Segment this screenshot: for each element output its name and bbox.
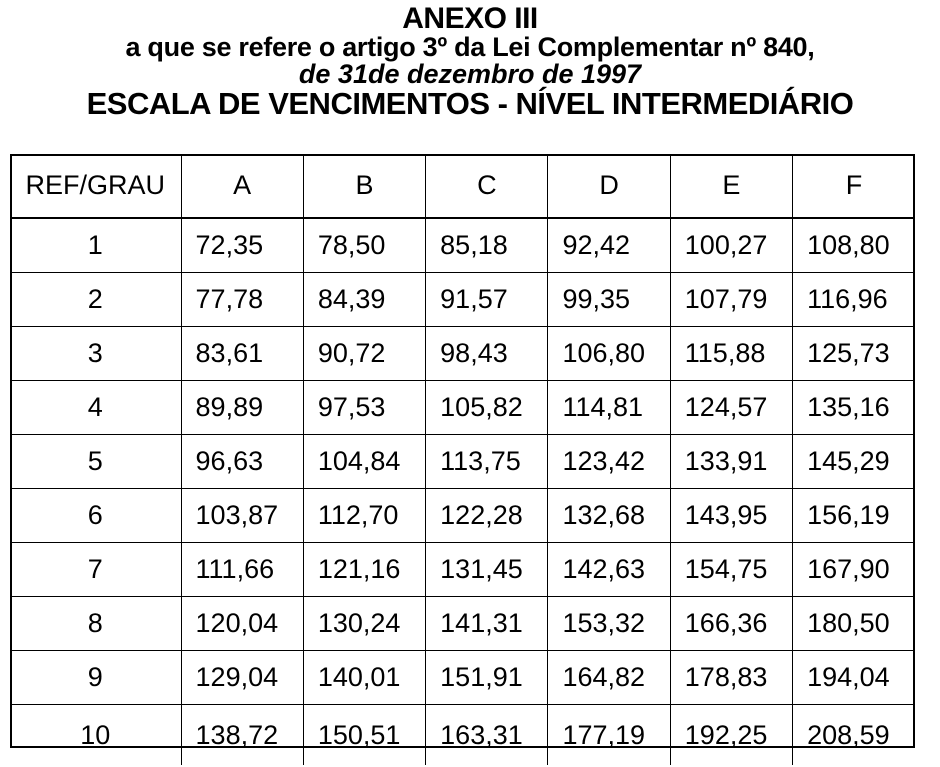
salary-cell: 106,80	[548, 327, 670, 381]
row-ref-cell: 4	[10, 381, 181, 435]
row-ref-cell: 9	[10, 651, 181, 705]
salary-cell: 89,89	[181, 381, 303, 435]
document-header	[0, 4, 940, 119]
salary-cell: 96,63	[181, 435, 303, 489]
salary-cell: 154,75	[670, 543, 792, 597]
salary-cell: 132,68	[548, 489, 670, 543]
column-header-f: F	[793, 154, 915, 218]
salary-cell: 141,31	[426, 597, 548, 651]
salary-cell: 99,35	[548, 273, 670, 327]
salary-cell: 92,42	[548, 218, 670, 273]
column-header-d: D	[548, 154, 670, 218]
salary-scale-title: ESCALA DE VENCIMENTOS - NÍVEL INTERMEDIÁRIO	[86, 86, 854, 121]
salary-cell: 91,57	[426, 273, 548, 327]
row-ref-cell: 3	[10, 327, 181, 381]
row-ref-cell: 8	[10, 597, 181, 651]
salary-cell: 121,16	[303, 543, 425, 597]
law-reference: a que se refere o artigo 3º da Lei Complementar nº 840,	[125, 32, 815, 62]
column-header-c: C	[426, 154, 548, 218]
salary-cell: 77,78	[181, 273, 303, 327]
salary-cell: 115,88	[670, 327, 792, 381]
salary-cell: 140,01	[303, 651, 425, 705]
salary-cell: 208,59	[807, 719, 890, 750]
annex-title: ANEXO III	[402, 2, 538, 35]
salary-cell: 150,51	[303, 705, 425, 766]
salary-cell: 151,91	[426, 651, 548, 705]
salary-cell: 97,53	[303, 381, 425, 435]
salary-cell: 133,91	[670, 435, 792, 489]
salary-cell: 114,81	[548, 381, 670, 435]
salary-cell: 163,31	[426, 705, 548, 766]
salary-cell: 145,29	[793, 435, 915, 489]
salary-cell: 98,43	[426, 327, 548, 381]
row-ref-cell: 2	[10, 273, 181, 327]
salary-cell: 153,32	[548, 597, 670, 651]
salary-cell: 112,70	[303, 489, 425, 543]
salary-cell: 122,28	[426, 489, 548, 543]
salary-cell: 124,57	[670, 381, 792, 435]
salary-cell: 113,75	[426, 435, 548, 489]
salary-cell: 135,16	[793, 381, 915, 435]
salary-cell: 83,61	[181, 327, 303, 381]
salary-cell: 143,95	[670, 489, 792, 543]
salary-cell: 129,04	[181, 651, 303, 705]
salary-cell: 138,72	[181, 705, 303, 766]
salary-cell: 123,42	[548, 435, 670, 489]
salary-cell: 156,19	[793, 489, 915, 543]
column-header-b: B	[303, 154, 425, 218]
salary-cell: 111,66	[181, 543, 303, 597]
salary-cell: 84,39	[303, 273, 425, 327]
salary-cell: 192,25	[670, 705, 792, 766]
row-ref-cell: 1	[10, 218, 181, 273]
salary-cell: 125,73	[793, 327, 915, 381]
salary-cell: 164,82	[548, 651, 670, 705]
salary-cell: 166,36	[670, 597, 792, 651]
row-ref-cell: 7	[10, 543, 181, 597]
salary-cell: 105,82	[426, 381, 548, 435]
law-date: de 31de dezembro de 1997	[298, 59, 642, 89]
salary-cell: 167,90	[793, 543, 915, 597]
column-header-ref-grau: REF/GRAU	[10, 154, 181, 218]
salary-cell: 90,72	[303, 327, 425, 381]
row-ref-cell: 5	[10, 435, 181, 489]
salary-cell: 116,96	[793, 273, 915, 327]
salary-cell: 108,80	[793, 218, 915, 273]
salary-cell: 103,87	[181, 489, 303, 543]
salary-cell: 78,50	[303, 218, 425, 273]
row-ref-cell: 10	[10, 705, 181, 766]
salary-cell: 130,24	[303, 597, 425, 651]
column-header-a: A	[181, 154, 303, 218]
salary-cell: 107,79	[670, 273, 792, 327]
salary-cell: 72,35	[181, 218, 303, 273]
salary-cell: 178,83	[670, 651, 792, 705]
row-ref-cell: 6	[10, 489, 181, 543]
salary-cell: 104,84	[303, 435, 425, 489]
salary-cell: 180,50	[793, 597, 915, 651]
salary-cell: 85,18	[426, 218, 548, 273]
salary-cell: 131,45	[426, 543, 548, 597]
column-header-e: E	[670, 154, 792, 218]
table-outer-border	[10, 154, 915, 748]
salary-cell: 100,27	[670, 218, 792, 273]
salary-cell: 120,04	[181, 597, 303, 651]
salary-cell: 194,04	[793, 651, 915, 705]
salary-cell: 142,63	[548, 543, 670, 597]
salary-cell: 177,19	[548, 705, 670, 766]
